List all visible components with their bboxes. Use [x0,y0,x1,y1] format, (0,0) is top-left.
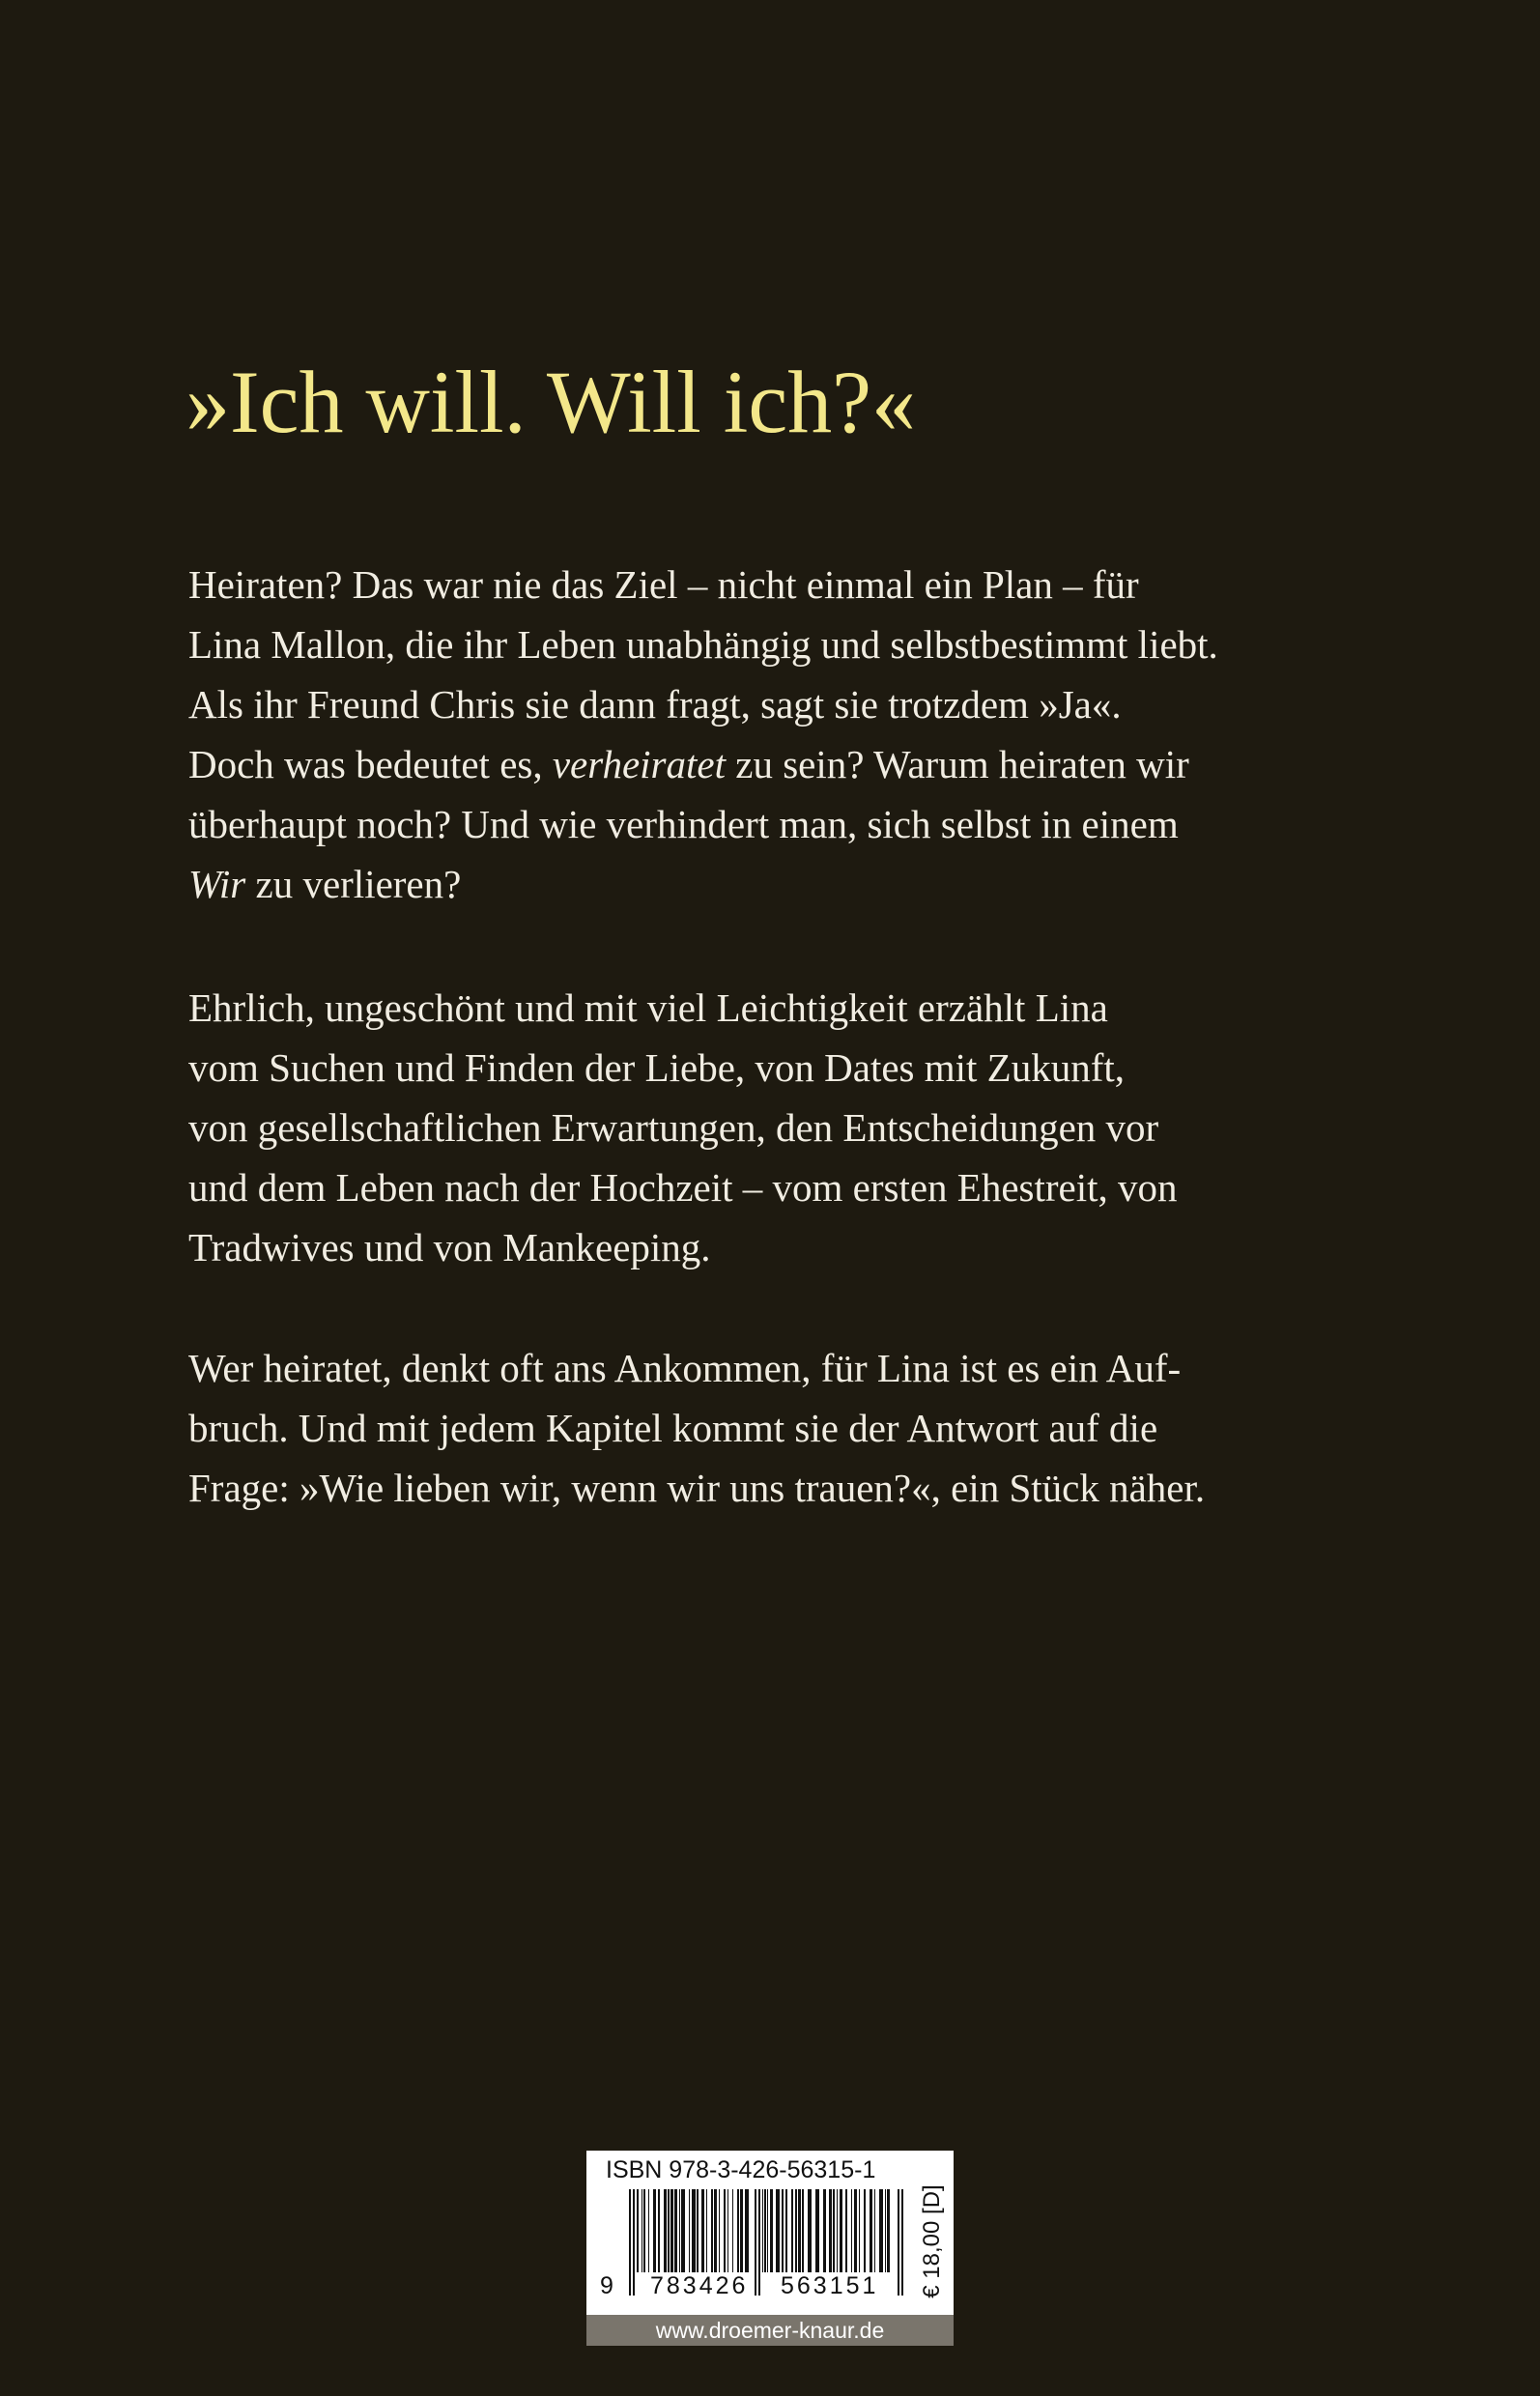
barcode-bar [711,2189,713,2272]
barcode-bar [740,2189,743,2272]
barcode-bar [668,2189,670,2272]
barcode-bar [767,2189,768,2272]
blurb-line: Tradwives und von Mankeeping. [188,1225,711,1269]
barcode-bar [648,2189,649,2272]
blurb-line: Lina Mallon, die ihr Leben unabhängig und selbstbestimmt liebt. [188,622,1218,667]
barcode-bar [670,2189,673,2272]
barcode-bar [840,2189,842,2272]
barcode-bar [770,2189,773,2272]
barcode-bar [885,2189,886,2272]
barcode-bar [833,2189,835,2272]
barcode-bar [829,2189,832,2272]
barcode-bar [874,2189,875,2272]
barcode-bar [870,2189,872,2272]
barcode-bar [879,2189,883,2272]
blurb-line: Frage: »Wie lieben wir, wenn wir uns trauen?«, ein Stück näher. [188,1466,1206,1510]
blurb-paragraph-2 [188,978,1377,1277]
barcode-bar [679,2189,680,2272]
barcode-bar [714,2189,717,2272]
barcode-bar [737,2189,739,2272]
publisher-website: www.droemer-knaur.de [586,2315,954,2346]
barcode-bar [823,2189,826,2272]
barcode-bar [776,2189,780,2272]
barcode-bar [724,2189,726,2272]
emphasized-word: Wir [188,862,246,906]
blurb-line: von gesellschaftlichen Erwartungen, den Entscheidungen vor [188,1105,1159,1150]
barcode-bar [887,2189,890,2272]
blurb-line: Wir zu verlieren? [188,862,462,906]
ean-digit-first: 9 [600,2272,613,2299]
barcode-bar [706,2189,707,2272]
barcode-bar [664,2189,667,2272]
barcode-bar [762,2189,763,2272]
blurb-paragraph-1 [188,555,1377,914]
barcode-bar [674,2189,677,2272]
barcode-bar [681,2189,685,2272]
barcode-bar [701,2189,704,2272]
barcode-bar [798,2189,801,2272]
blurb-line: Ehrlich, ungeschönt und mit viel Leichtigkeit erzählt Lina [188,985,1108,1030]
barcode-bar [637,2189,639,2272]
blurb-paragraph-3 [188,1338,1377,1518]
blurb-line: und dem Leben nach der Hochzeit – vom ersten Ehestreit, von [188,1165,1178,1210]
price-text: € 18,00 [D] [919,2184,945,2298]
ean-digits [600,2272,909,2301]
price-label [915,2174,950,2309]
barcode-bar [764,2189,766,2272]
isbn-number: ISBN 978-3-426-56315-1 [606,2156,876,2183]
barcode-bar [815,2189,819,2272]
barcode-bar [864,2189,866,2272]
blurb-line: bruch. Und mit jedem Kapitel kommt sie der Antwort auf die [188,1406,1158,1450]
emphasized-word: verheiratet [552,742,726,786]
blurb-line: Doch was bedeutet es, verheiratet zu sein? Warum heiraten wir [188,742,1189,786]
barcode-bar [689,2189,690,2272]
barcode-bar [795,2189,797,2272]
barcode-bar [808,2189,812,2272]
barcode-bar [653,2189,656,2272]
barcode-bar [859,2189,860,2272]
barcode-bar [802,2189,804,2272]
barcode-bar [837,2189,838,2272]
barcode-bar [697,2189,699,2272]
barcode-bar [719,2189,720,2272]
barcode-bar [854,2189,857,2272]
barcode-bar [791,2189,793,2272]
ean-digits-left: 783426 [650,2272,749,2299]
barcode-bar [845,2189,847,2272]
barcode-bar [851,2189,852,2272]
barcode-bar [745,2189,749,2272]
ean-digits-right: 563151 [781,2272,879,2299]
barcode-bar [643,2189,645,2272]
blurb-line: überhaupt noch? Und wie verhindert man, sich selbst in einem [188,802,1179,846]
blurb-line: Als ihr Freund Chris sie dann fragt, sagt sie trotzdem »Ja«. [188,682,1122,727]
barcode-bar [785,2189,787,2272]
barcode-bar [692,2189,696,2272]
barcode-bar [732,2189,733,2272]
barcode-bar [727,2189,728,2272]
barcode-bar [658,2189,660,2272]
blurb-line: Wer heiratet, denkt oft ans Ankommen, für Lina ist es ein Auf- [188,1346,1182,1390]
headline: »Ich will. Will ich?« [185,353,916,451]
blurb-line: vom Suchen und Finden der Liebe, von Dates mit Zukunft, [188,1045,1126,1090]
barcode-bar [782,2189,784,2272]
blurb-line: Heiraten? Das war nie das Ziel – nicht einmal ein Plan – für [188,562,1139,607]
